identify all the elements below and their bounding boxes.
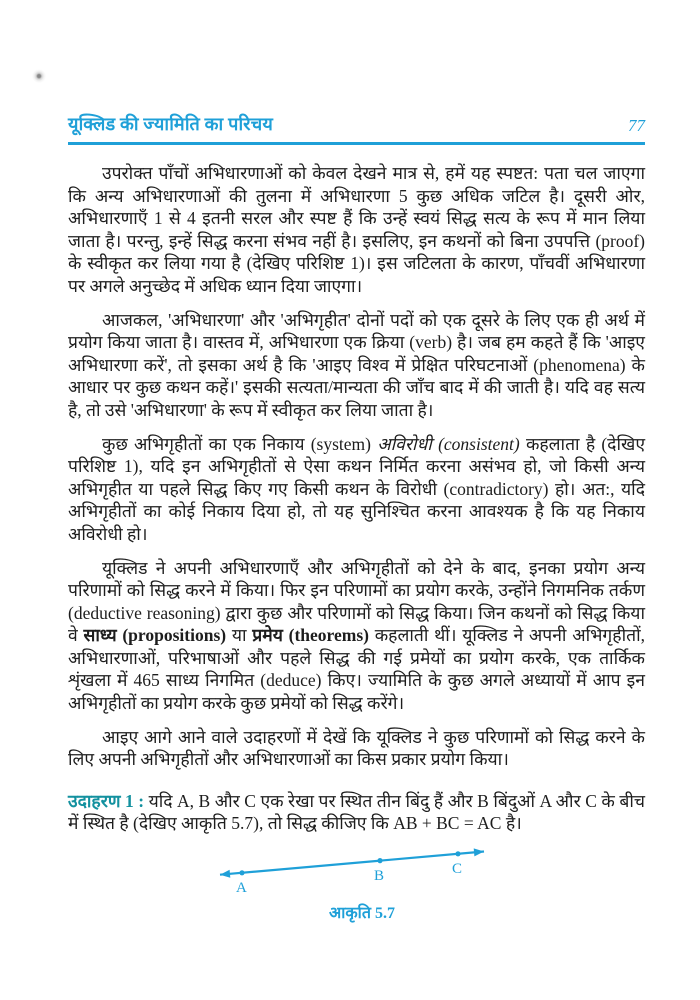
paragraph-postulate-5-complexity xyxy=(68,162,645,298)
text-run: यूक्लिड ने अपनी अभिधारणाएँ और अभिगृहीतों को देने के बाद, इनका प्रयोग अन्य परिणामों को सिद्ध करने में किया। फिर इन परिणामों का प्रयोग करके, उन्होंने निगमनिक तर्कण (deductive reasoning) द्वारा कुछ और परिणामों को सिद्ध किया। जिन कथनों को सिद्ध किया वे xyxy=(68,557,645,646)
body-paragraphs xyxy=(68,162,645,835)
text-run-bold: साध्य (propositions) xyxy=(83,625,227,646)
text-run: उपरोक्त पाँचों अभिधारणाओं को केवल देखने मात्र से, हमें यह स्पष्टत: पता चल जाएगा कि अन्य अभिधारणाओं की तुलना में अभिधारणा 5 कुछ अधिक जटिल है। दूसरी ओर, अभिधारणाएँ 1 से 4 इतनी सरल और स्पष्ट हैं कि उन्हें स्वयं सिद्ध सत्य के रूप में मान लिया जाता है। परन्तु, इन्हें सिद्ध करना संभव नहीं है। इसलिए, इन कथनों को बिना उपपत्ति (proof) के स्वीकृत कर लिया गया है (देखिए परिशिष्ट 1)। इस जटिलता के कारण, पाँचवीं अभिधारणा पर अगले अनुच्छेद में अधिक ध्यान दिया जाएगा। xyxy=(68,163,645,296)
scan-artifact xyxy=(28,68,48,86)
paragraph-consistent-system xyxy=(68,433,645,546)
point-B-label: B xyxy=(374,868,385,885)
text-run-bold: प्रमेय (theorems) xyxy=(252,625,369,646)
text-run: या xyxy=(226,625,253,646)
text-run: आजकल, 'अभिधारणा' और 'अभिगृहीत' दोनों पदों को एक दूसरे के लिए एक ही अर्थ में प्रयोग किया जाता है। वास्तव में, अभिधारणा एक क्रिया (verb) है। जब हम कहते हैं कि 'आइए अभिधारणा करें', तो इसका अर्थ है कि 'आइए विश्व में प्रेक्षित परिघटनाओं (phenomena) के आधार पर कुछ कथन कहें।' इसकी सत्यता/मान्यता की जाँच बाद में की जाती है। यदि वह सत्य है, तो उसे 'अभिधारणा' के रूप में स्वीकृत कर लिया जाता है। xyxy=(68,309,645,420)
chapter-running-title: यूक्लिड की ज्यामिति का परिचय xyxy=(68,114,273,134)
point-A-dot xyxy=(239,870,244,875)
line-through-ABC xyxy=(220,852,484,878)
point-A-label: A xyxy=(236,880,247,896)
text-run-example-label: उदाहरण 1 : xyxy=(68,790,149,811)
text-run: कहलाती थीं। यूक्लिड ने अपनी अभिगृहीतों, अभिधारणाओं, परिभाषाओं और पहले सिद्ध की गई प्रमेयों का प्रयोग करके, एक तार्किक शृंखला में 465 साध्य निगमित (deduce) किए। ज्यामिति के कुछ अगले अध्यायों में आप इन अभिगृहीतों का प्रयोग करके कुछ प्रमेयों को सिद्ध करेंगे। xyxy=(68,625,645,714)
paragraph-propositions-theorems xyxy=(68,557,645,715)
example-paragraph xyxy=(68,790,645,835)
text-run: यदि A, B और C एक रेखा पर स्थित तीन बिंदु हैं और B बिंदुओं A और C के बीच में स्थित है (देखिए आकृति 5.7), तो सिद्ध कीजिए कि AB + BC = AC है। xyxy=(68,790,645,834)
paragraph-upcoming-examples xyxy=(68,726,645,771)
text-run-italic: अविरोधी (consistent) xyxy=(377,433,520,454)
point-C-label: C xyxy=(452,861,463,878)
page-number: 77 xyxy=(628,116,645,135)
text-run: आइए आगे आने वाले उदाहरणों में देखें कि यूक्लिड ने कुछ परिणामों को सिद्ध करने के लिए अपनी अभिगृहीतों और अभिधारणाओं का किस प्रकार प्रयोग किया। xyxy=(68,726,645,770)
text-run: कुछ अभिगृहीतों का एक निकाय (system) xyxy=(102,433,378,454)
figure-caption: आकृति 5.7 xyxy=(329,905,395,923)
figure-5-7 xyxy=(212,847,512,923)
paragraph-postulate-axiom-usage xyxy=(68,309,645,422)
page-header xyxy=(68,112,645,145)
line-ABC-figure xyxy=(212,847,512,895)
point-C-dot xyxy=(455,851,460,856)
text-run: कहलाता है (देखिए परिशिष्ट 1), यदि इन अभिगृहीतों से ऐसा कथन निर्मित करना असंभव हो, जो किसी अन्य अभिगृहीत या पहले सिद्ध किए गए किसी कथन के विरोधी (contradictory) हो। अत:, यदि अभिगृहीतों का कोई निकाय दिया हो, तो यह सुनिश्चित करना आवश्यक है कि यह निकाय अविरोधी हो। xyxy=(68,433,645,544)
point-B-dot xyxy=(377,858,382,863)
